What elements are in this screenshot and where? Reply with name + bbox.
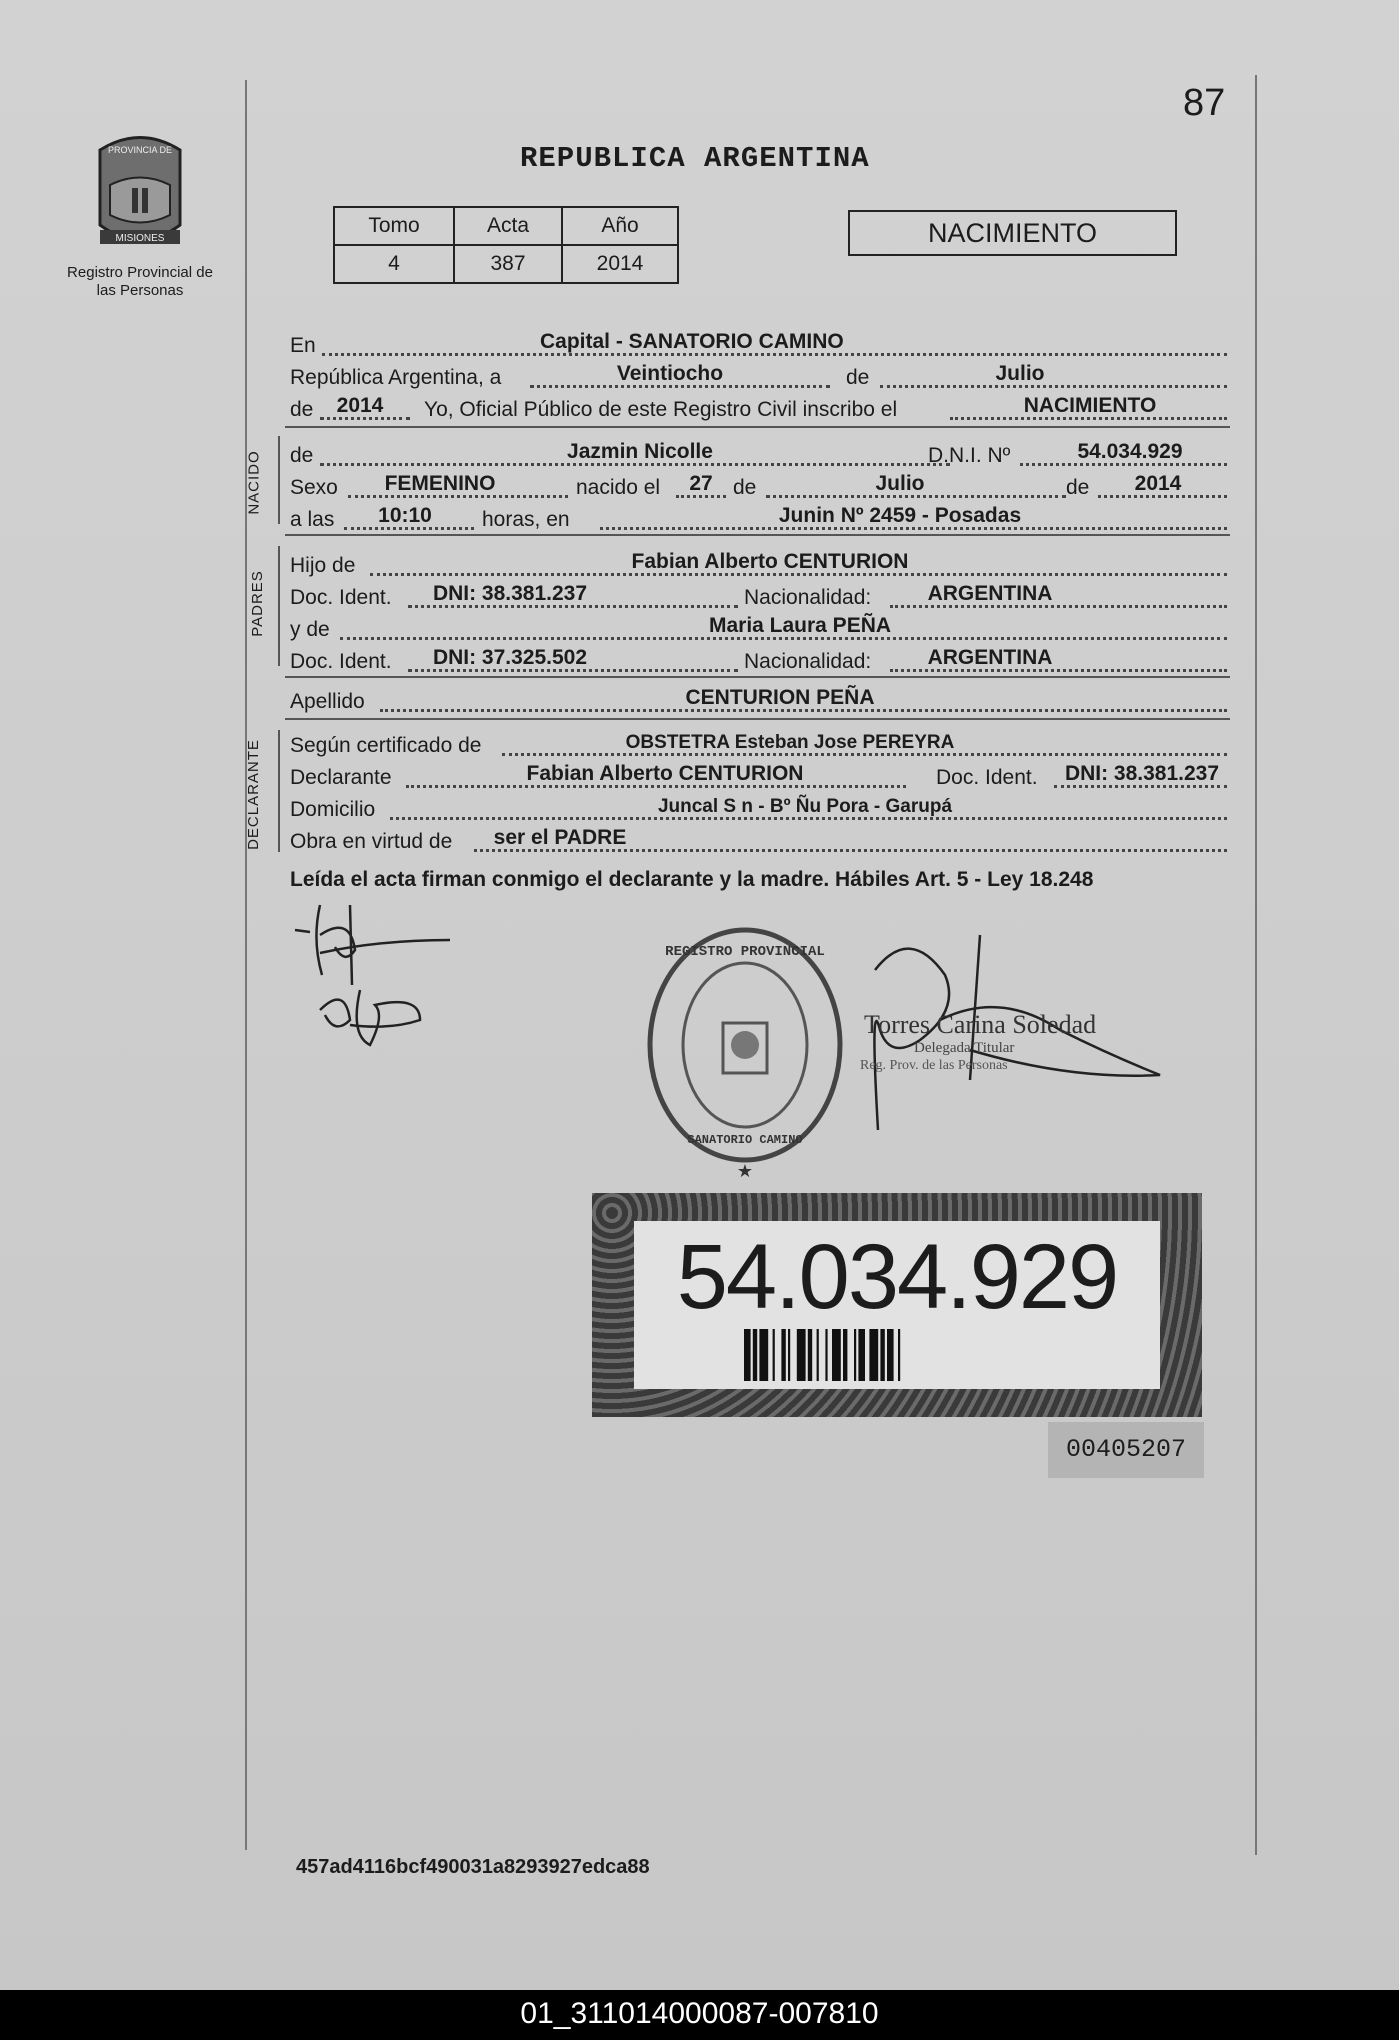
record-place: Capital - SANATORIO CAMINO — [540, 330, 844, 353]
seal-lettering: PROVINCIA DE — [107, 145, 173, 155]
a-las-label: a las — [290, 508, 335, 531]
barcode-label — [592, 1193, 1202, 1417]
row-certificado — [290, 730, 1227, 760]
nacido-name: Jazmin Nicolle — [567, 440, 713, 463]
page-number: 87 — [1183, 82, 1226, 124]
barcode-bar — [869, 1329, 878, 1381]
mother-nationality: ARGENTINA — [927, 646, 1053, 669]
padres-section-label: PADRES — [248, 570, 266, 637]
hijo-de-label: Hijo de — [290, 554, 356, 577]
barcode-bar — [898, 1329, 900, 1381]
declarant-label: Declarante — [290, 766, 392, 789]
row-fecha — [290, 362, 1227, 392]
official-name: Torres Carina Soledad — [864, 1010, 1097, 1039]
left-margin-line — [245, 80, 247, 1850]
svg-text:★: ★ — [736, 1161, 754, 1181]
tomo-value: 4 — [334, 245, 454, 283]
father-nac-label: Nacionalidad: — [744, 586, 872, 609]
stamp-lettering: REGISTRO PROVINCIAL — [665, 944, 825, 960]
horas-label: horas, en — [482, 508, 570, 531]
barcode-bar — [880, 1329, 884, 1381]
barcode-bar — [832, 1329, 841, 1381]
father-nationality: ARGENTINA — [927, 582, 1053, 605]
officer-text: Yo, Oficial Público de este Registro Civil inscribo el — [424, 398, 898, 421]
domicilio-value: Juncal S n - Bº Ñu Pora - Garupá — [657, 796, 953, 817]
domicilio-label: Domicilio — [290, 798, 376, 821]
nacido-month: Julio — [875, 472, 925, 495]
provincial-seal-logo — [80, 130, 200, 260]
father-doc: DNI: 38.381.237 — [432, 582, 588, 605]
row-domicilio — [290, 794, 1227, 824]
barcode-bar — [858, 1329, 865, 1381]
row-nacido-nombre — [290, 440, 1227, 470]
record-de-label: de — [846, 366, 870, 389]
barcode-bar — [843, 1329, 847, 1381]
barcode-bar — [887, 1329, 894, 1381]
record-month: Julio — [995, 362, 1045, 385]
document-hash: 457ad4116bcf490031a8293927edca88 — [296, 1856, 650, 1878]
barcode-bar — [788, 1329, 790, 1381]
record-act-type: NACIMIENTO — [1023, 394, 1157, 417]
dni-label: D.N.I. Nº — [928, 444, 1011, 467]
barcode-bar — [854, 1329, 856, 1381]
barcode-bar — [825, 1329, 827, 1381]
barcode-bar — [808, 1329, 812, 1381]
registry-name: Registro Provincial de las Personas — [67, 264, 213, 299]
barcode-bar — [781, 1329, 785, 1381]
certificate: OBSTETRA Esteban Jose PEREYRA — [625, 732, 955, 753]
row-madre-doc — [290, 646, 1227, 676]
row-nacido-hora — [290, 504, 1227, 534]
document-kind-box: NACIMIENTO — [848, 210, 1177, 256]
official-org: Reg. Prov. de las Personas — [860, 1058, 1008, 1073]
mother-doc-label: Doc. Ident. — [290, 650, 392, 673]
record-day: Veintiocho — [616, 362, 724, 385]
record-de-label-2: de — [290, 398, 314, 421]
row-declarante — [290, 762, 1227, 792]
barcode-bar — [773, 1329, 775, 1381]
row-padre-doc — [290, 582, 1227, 612]
row-en — [290, 330, 1227, 360]
nacido-year: 2014 — [1134, 472, 1182, 495]
declarant-signatures — [290, 895, 460, 1070]
declarante-section-label: DECLARANTE — [244, 739, 262, 850]
apellido-label: Apellido — [290, 690, 365, 713]
nacido-place: Junin Nº 2459 - Posadas — [778, 504, 1022, 527]
mother-name: Maria Laura PEÑA — [708, 614, 892, 637]
y-de-label: y de — [290, 618, 330, 641]
official-role: Delegada Titular — [914, 1040, 1015, 1056]
row-nacido-sexo — [290, 472, 1227, 502]
acta-value: 387 — [454, 245, 562, 283]
footer-filename: 01_311014000087-007810 — [520, 1997, 879, 2030]
en-label: En — [290, 334, 316, 357]
row-inscribo — [290, 394, 1227, 424]
svg-text:SANATORIO CAMINO: SANATORIO CAMINO — [687, 1133, 803, 1147]
closing-text: Leída el acta firman conmigo el declarante y la madre. Hábiles Art. 5 - Ley 18.248 — [290, 868, 1094, 891]
document-title: REPUBLICA ARGENTINA — [520, 142, 870, 175]
row-obra — [290, 826, 1227, 856]
official-stamp — [645, 925, 855, 1190]
nacido-time: 10:10 — [378, 504, 432, 527]
mother-doc: DNI: 37.325.502 — [432, 646, 588, 669]
nacido-day: 27 — [689, 472, 713, 495]
record-year: 2014 — [336, 394, 384, 417]
row-padre — [290, 550, 1227, 580]
nacido-de-label: de — [290, 444, 314, 467]
mother-nac-label: Nacionalidad: — [744, 650, 872, 673]
anio-value: 2014 — [562, 245, 678, 283]
tomo-acta-table — [333, 206, 679, 284]
row-madre — [290, 614, 1227, 644]
father-doc-label: Doc. Ident. — [290, 586, 392, 609]
nacido-el-label: nacido el — [576, 476, 661, 499]
right-margin-line — [1255, 75, 1257, 1855]
svg-text:MISIONES: MISIONES — [115, 233, 165, 244]
declarant-doc: DNI: 38.381.237 — [1064, 762, 1220, 785]
obra-label: Obra en virtud de — [290, 830, 453, 853]
barcode-bar — [797, 1329, 806, 1381]
declarant-doc-label: Doc. Ident. — [936, 766, 1038, 789]
declarant-name: Fabian Alberto CENTURION — [526, 762, 804, 785]
official-signature-block — [850, 930, 1170, 1150]
acta-header: Acta — [454, 207, 562, 245]
nacido-section-label: NACIDO — [245, 450, 263, 515]
barcode-bar — [759, 1329, 768, 1381]
nacido-dni: 54.034.929 — [1077, 440, 1183, 463]
barcode-bars — [744, 1329, 1054, 1381]
cert-label: Según certificado de — [290, 734, 482, 757]
serial-number: 00405207 — [1048, 1422, 1204, 1478]
barcode-bar — [753, 1329, 757, 1381]
barcode-bar — [744, 1329, 751, 1381]
nacido-sexo: FEMENINO — [384, 472, 496, 495]
republic-label: República Argentina, a — [290, 366, 502, 389]
obra-value: ser el PADRE — [493, 826, 627, 849]
barcode-number: 54.034.929 — [676, 1226, 1118, 1328]
row-apellido — [290, 686, 1227, 716]
father-name: Fabian Alberto CENTURION — [631, 550, 909, 573]
nacido-de-label-3: de — [1066, 476, 1090, 499]
barcode-bar — [817, 1329, 819, 1381]
nacido-de-label-2: de — [733, 476, 757, 499]
anio-header: Año — [562, 207, 678, 245]
tomo-header: Tomo — [334, 207, 454, 245]
sexo-label: Sexo — [290, 476, 338, 499]
apellido-value: CENTURION PEÑA — [685, 686, 875, 709]
